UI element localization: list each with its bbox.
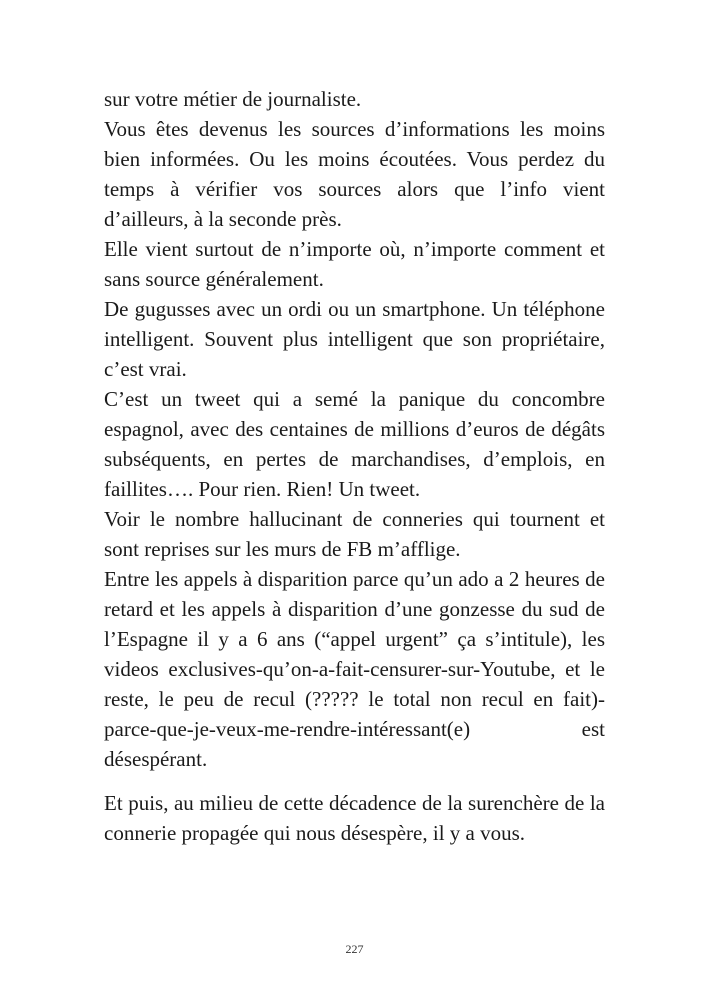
paragraph: Vous êtes devenus les sources d’informations les moins bien informées. Ou les moins écoutées. Vous perdez du temps à vérifier vos sources alors que l’info vient d’ailleurs, à la seconde près. [104,117,605,231]
paragraph: sur votre métier de journaliste. [104,87,362,111]
body-text [104,84,605,848]
paragraph: Et puis, au milieu de cette décadence de la surenchère de la connerie propagée qui nous désespère, il y a vous. [104,791,605,845]
paragraph: De gugusses avec un ordi ou un smartphone. Un téléphone intelligent. Souvent plus intelligent que son propriétaire, c’est vrai. [104,297,605,381]
paragraph: Entre les appels à disparition parce qu’un ado a 2 heures de retard et les appels à disparition d’une gonzesse du sud de l’Espagne il y a 6 ans (“appel urgent” ça s’intitule), les videos exclusives-qu’on-a-fait-censurer-sur-Youtube, et le reste, le peu de recul (????? le total non recul en fait)-parce-que-je-veux-me-rendre-intéressant(e) est désespérant. [104,567,605,771]
page-number: 227 [345,942,364,956]
paragraph: Elle vient surtout de n’importe où, n’importe comment et sans source généralement. [104,237,605,291]
paragraph: Voir le nombre hallucinant de conneries qui tournent et sont reprises sur les murs de FB m’afflige. [104,507,605,561]
paragraph: C’est un tweet qui a semé la panique du concombre espagnol, avec des centaines de millions d’euros de dégâts subséquents, en pertes de marchandises, d’emplois, en faillites…. Pour rien. Rien! Un tweet. [104,387,605,501]
